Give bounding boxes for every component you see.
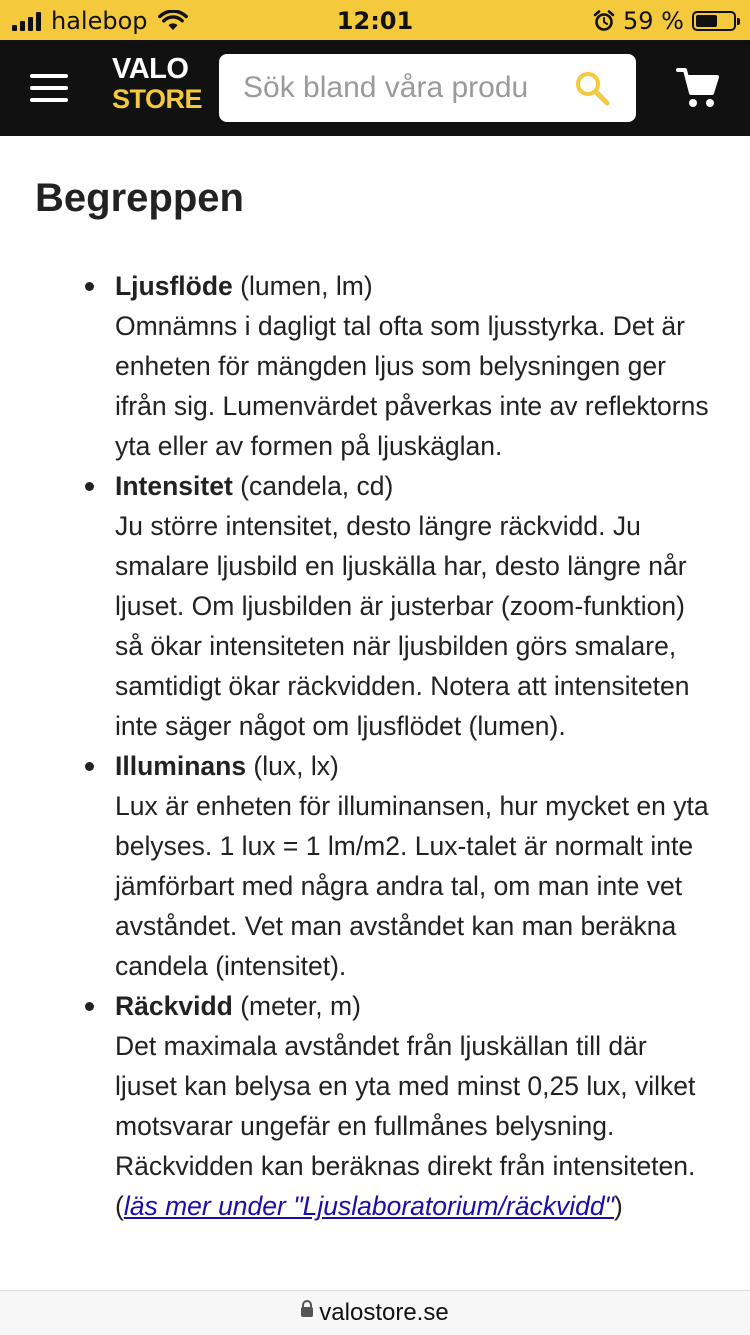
- main-content: [0, 136, 750, 1290]
- battery-level-fill: [696, 15, 717, 27]
- term-description-end: ): [613, 1191, 623, 1221]
- term-unit: (candela, cd): [232, 471, 394, 501]
- status-right: [593, 7, 736, 35]
- terms-list: [115, 266, 715, 1226]
- term-description: Lux är enheten för illuminansen, hur mycket en yta belyses. 1 lux = 1 lm/m2. Lux-talet är normalt inte jämförbart med några andra tal, om man inte vet avståndet. Vet man avståndet kan man beräkna candela (intensitet).: [115, 791, 709, 981]
- status-bar: [0, 0, 750, 40]
- lock-icon: [301, 1307, 313, 1323]
- search-box: [219, 54, 636, 122]
- term-description: Ju större intensitet, desto längre räckvidd. Ju smalare ljusbild en ljuskälla har, desto längre når ljuset. Om ljusbilden är justerbar (zoom-funktion) så ökar intensiteten när ljusbilden görs smalare, samtidigt ökar räckvidden. Notera att intensiteten inte säger något om ljusflödet (lumen).: [115, 511, 690, 741]
- term-name: Intensitet: [115, 471, 233, 501]
- list-item-illuminans: [115, 746, 715, 986]
- term-description-text: Det maximala avståndet från ljuskällan till där ljuset kan belysa en yta med minst 0,25 lux, vilket motsvarar ungefär en fullmånes belysning. Räckvidden kan beräknas direkt från intensiteten. (: [115, 1031, 696, 1221]
- list-item-ljusflode: [115, 266, 715, 466]
- url-domain: valostore.se: [319, 1299, 449, 1326]
- term-name: Ljusflöde: [115, 271, 233, 301]
- app-header: [0, 40, 750, 136]
- term-unit: (lux, lx): [246, 751, 339, 781]
- ljuslaboratorium-link[interactable]: läs mer under "Ljuslaboratorium/räckvidd": [123, 1191, 614, 1221]
- shopping-cart-icon[interactable]: [676, 66, 720, 110]
- browser-url-bar[interactable]: [0, 1290, 750, 1335]
- page-title: Begreppen: [35, 176, 244, 220]
- list-item-intensitet: [115, 466, 715, 746]
- term-description: [115, 1026, 715, 1226]
- search-input[interactable]: [219, 54, 549, 122]
- term-unit: (lumen, lm): [232, 271, 373, 301]
- term-unit: (meter, m): [232, 991, 361, 1021]
- status-time: 12:01: [336, 7, 414, 35]
- hamburger-menu-button[interactable]: [30, 74, 68, 102]
- menu-line: [30, 74, 68, 78]
- menu-line: [30, 98, 68, 102]
- alarm-clock-icon: [593, 10, 615, 32]
- term-name: Illuminans: [115, 751, 247, 781]
- list-item-rackvidd: [115, 986, 715, 1226]
- search-icon[interactable]: [574, 70, 610, 106]
- logo-text-bottom: STORE: [112, 84, 203, 114]
- logo-text-top: VALO: [112, 53, 189, 85]
- valo-store-logo[interactable]: [112, 54, 202, 114]
- carrier-name: halebop: [51, 7, 148, 35]
- menu-line: [30, 86, 68, 90]
- battery-icon: [692, 11, 736, 31]
- term-name: Räckvidd: [115, 991, 233, 1021]
- term-description: Omnämns i dagligt tal ofta som ljusstyrka. Det är enheten för mängden ljus som belysningen ger ifrån sig. Lumenvärdet påverkas inte av reflektorns yta eller av formen på ljuskäglan.: [115, 311, 709, 461]
- battery-percent: 59 %: [623, 7, 684, 35]
